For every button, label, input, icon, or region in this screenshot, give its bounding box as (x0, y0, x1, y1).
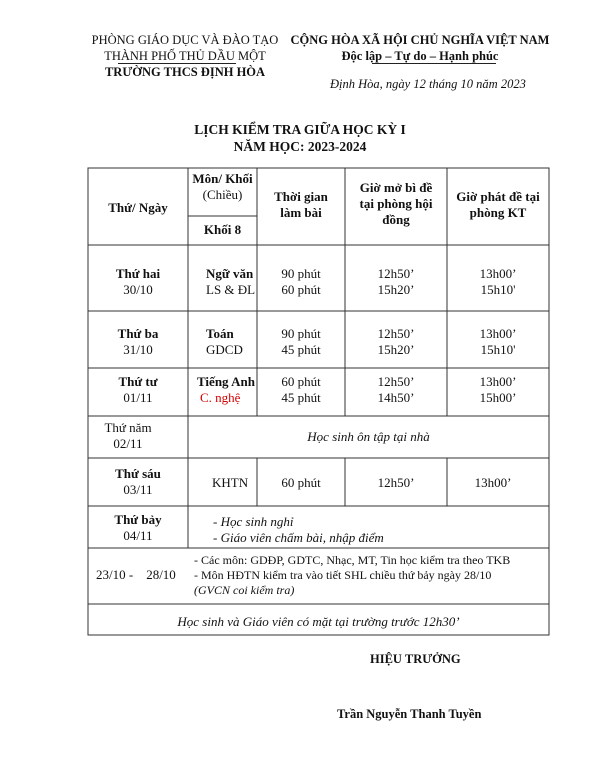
subject: LS & ĐL (206, 282, 256, 297)
school-underline (118, 63, 236, 64)
deliver-time: 15h10' (480, 282, 516, 297)
duration: 45 phút (281, 390, 321, 405)
saturday-notes (213, 514, 384, 546)
row-durations (257, 266, 345, 298)
attendance-note: Học sinh và Giáo viên có mặt tại trường trước 12h30’ (177, 614, 460, 629)
department-block (60, 32, 310, 80)
subject: Ngữ văn (206, 266, 254, 281)
table-row-day (88, 466, 188, 498)
principal-title: HIỆU TRƯỞNG (370, 652, 461, 666)
subject: Tiếng Anh (197, 374, 255, 389)
deliver-time: 15h10' (480, 342, 516, 357)
day-name: Thứ ba (117, 326, 159, 341)
department-line-1: PHÒNG GIÁO DỤC VÀ ĐÀO TẠO (91, 33, 279, 47)
day-name: Thứ sáu (115, 466, 161, 481)
row-open-times (345, 326, 447, 358)
header-open: Giờ mở bì đề tại phòng hội đồng (359, 180, 433, 227)
day-date: 02/11 (113, 436, 143, 451)
open-time: 12h50’ (377, 326, 415, 341)
open-time: 15h20’ (377, 342, 415, 357)
duration: 45 phút (281, 342, 321, 357)
header-subject (188, 171, 257, 203)
day-name: Thứ năm (104, 420, 152, 435)
open-time: 14h50’ (377, 390, 415, 405)
duration: 60 phút (281, 475, 321, 490)
subject-highlighted: C. nghệ (200, 390, 241, 405)
duration: 60 phút (281, 282, 321, 297)
table-row-day (88, 512, 188, 544)
row-durations (257, 374, 345, 406)
principal-name: Trần Nguyễn Thanh Tuyền (337, 707, 482, 721)
row-subjects (197, 374, 255, 406)
department-line-2: THÀNH PHỐ THỦ DẦU MỘT (104, 49, 266, 63)
day-date: 31/10 (123, 342, 153, 357)
title-line-1: LỊCH KIỂM TRA GIỮA HỌC KỲ I (194, 122, 406, 137)
day-date: 03/11 (123, 482, 153, 497)
row-durations (257, 326, 345, 358)
nation-block (290, 32, 550, 64)
document-date: Định Hòa, ngày 12 tháng 10 năm 2023 (330, 77, 526, 91)
table-row-day (88, 266, 188, 298)
note-line: - Các môn: GDĐP, GDTC, Nhạc, MT, Tin học kiểm tra theo TKB (194, 553, 511, 567)
row-deliver-times (447, 374, 549, 406)
subject: KHTN (212, 475, 249, 490)
day-name: Thứ bảy (114, 512, 162, 527)
other-subjects-notes (194, 553, 544, 598)
week-range: 23/10 - 28/10 (96, 567, 176, 582)
day-date: 30/10 (123, 282, 153, 297)
header-day: Thứ/ Ngày (108, 200, 168, 215)
day-date: 04/11 (123, 528, 153, 543)
deliver-time: 13h00’ (479, 374, 517, 389)
title-line-2: NĂM HỌC: 2023-2024 (233, 139, 367, 154)
row-open-times (345, 266, 447, 298)
school-name: TRƯỜNG THCS ĐỊNH HÒA (104, 65, 266, 79)
deliver-time: 13h00’ (479, 326, 517, 341)
note-line: (GVCN coi kiểm tra) (194, 583, 295, 597)
row-subjects (206, 266, 255, 298)
row-deliver-times (447, 266, 549, 298)
duration: 90 phút (281, 326, 321, 341)
row-deliver-times (447, 326, 549, 358)
header-subject-line-2: (Chiều) (202, 187, 243, 202)
subject: GDCD (206, 342, 243, 357)
motto: Độc lập – Tự do – Hạnh phúc (341, 49, 499, 63)
header-time: Thời gian làm bài (274, 189, 328, 220)
header-deliver: Giờ phát đề tại phòng KT (456, 189, 540, 220)
header-grade: Khối 8 (203, 222, 242, 237)
day-date: 01/11 (123, 390, 153, 405)
motto-underline (372, 63, 496, 64)
header-subject-line-1: Môn/ Khối (192, 171, 253, 186)
note-line: - Giáo viên chấm bài, nhập điểm (213, 530, 384, 545)
duration: 60 phút (281, 374, 321, 389)
nation-title: CỘNG HÒA XÃ HỘI CHỦ NGHĨA VIỆT NAM (290, 33, 550, 47)
open-time: 12h50’ (377, 374, 415, 389)
row-subjects (206, 326, 243, 358)
deliver-time: 15h00’ (479, 390, 517, 405)
subject: Toán (206, 326, 234, 341)
open-time: 12h50’ (377, 266, 415, 281)
study-at-home-note: Học sinh ôn tập tại nhà (307, 429, 430, 444)
table-row-day (88, 374, 188, 406)
duration: 90 phút (281, 266, 321, 281)
table-row-day (88, 420, 168, 452)
open-time: 12h50’ (377, 475, 415, 490)
note-line: - Môn HĐTN kiểm tra vào tiết SHL chiều thứ bảy ngày 28/10 (194, 568, 492, 582)
note-line: - Học sinh nghỉ (213, 514, 294, 529)
day-name: Thứ hai (115, 266, 161, 281)
document-title (0, 121, 600, 155)
deliver-time: 13h00’ (474, 475, 512, 490)
open-time: 15h20’ (377, 282, 415, 297)
table-row-day (88, 326, 188, 358)
day-name: Thứ tư (118, 374, 158, 389)
deliver-time: 13h00’ (479, 266, 517, 281)
row-open-times (345, 374, 447, 406)
